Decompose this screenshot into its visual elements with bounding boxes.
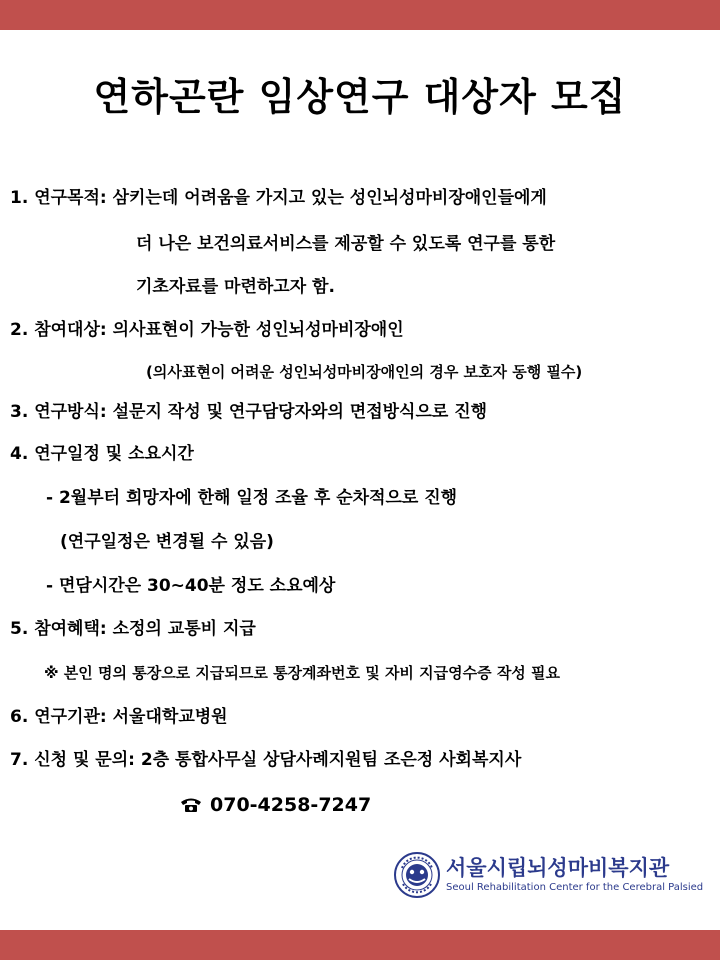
- item-3-label: 3. 연구방식:: [10, 402, 107, 422]
- item-6-label: 6. 연구기관:: [10, 707, 107, 727]
- item-5-text: 소정의 교통비 지급: [112, 619, 256, 639]
- item-5-label: 5. 참여혜택:: [10, 619, 107, 639]
- item-3-text: 설문지 작성 및 연구담당자와의 면접방식으로 진행: [112, 402, 488, 422]
- phone-text: 070-4258-7247: [210, 794, 372, 816]
- item-2-note: (의사표현이 어려운 성인뇌성마비장애인의 경우 보호자 동행 필수): [146, 363, 583, 381]
- bottom-band: [0, 930, 720, 960]
- item-3: [10, 400, 487, 424]
- item-7-label: 7. 신청 및 문의:: [10, 750, 135, 770]
- item-1-label: 1. 연구목적:: [10, 188, 107, 208]
- phone-number: [180, 794, 371, 816]
- item-1-text: 삼키는데 어려움을 가지고 있는 성인뇌성마비장애인들에게: [112, 188, 547, 208]
- item-2-text: 의사표현이 가능한 성인뇌성마비장애인: [112, 320, 404, 340]
- item-4-detail-2: (연구일정은 변경될 수 있음): [60, 532, 274, 552]
- item-4-label: 4. 연구일정 및 소요시간: [10, 444, 194, 464]
- page-title: 연하곤란 임상연구 대상자 모집: [93, 75, 627, 119]
- item-5-note: ※ 본인 명의 통장으로 지급되므로 통장계좌번호 및 자비 지급영수증 작성 필요: [44, 664, 560, 682]
- organization-subtitle: Seoul Rehabilitation Center for the Cerebral Palsied: [446, 882, 704, 893]
- item-1: [10, 186, 547, 210]
- top-band: [0, 0, 720, 30]
- item-1-cont-2: 기초자료를 마련하고자 함.: [136, 277, 335, 297]
- item-4-detail-3: - 면담시간은 30~40분 정도 소요예상: [46, 576, 336, 596]
- item-2: [10, 318, 404, 342]
- item-2-label: 2. 참여대상:: [10, 320, 107, 340]
- emblem-icon: [394, 852, 440, 898]
- item-7: [10, 748, 521, 772]
- item-4: [10, 442, 194, 466]
- item-7-text: 2층 통합사무실 상담사례지원팀 조은정 사회복지사: [140, 750, 522, 770]
- item-4-detail-1: - 2월부터 희망자에 한해 일정 조율 후 순차적으로 진행: [46, 488, 458, 508]
- organization-logo: [394, 850, 714, 900]
- item-5: [10, 617, 256, 641]
- telephone-icon: [180, 797, 202, 813]
- item-6: [10, 705, 228, 729]
- item-6-text: 서울대학교병원: [112, 707, 228, 727]
- organization-name: 서울시립뇌성마비복지관: [446, 856, 670, 880]
- item-1-cont-1: 더 나은 보건의료서비스를 제공할 수 있도록 연구를 통한: [136, 234, 556, 254]
